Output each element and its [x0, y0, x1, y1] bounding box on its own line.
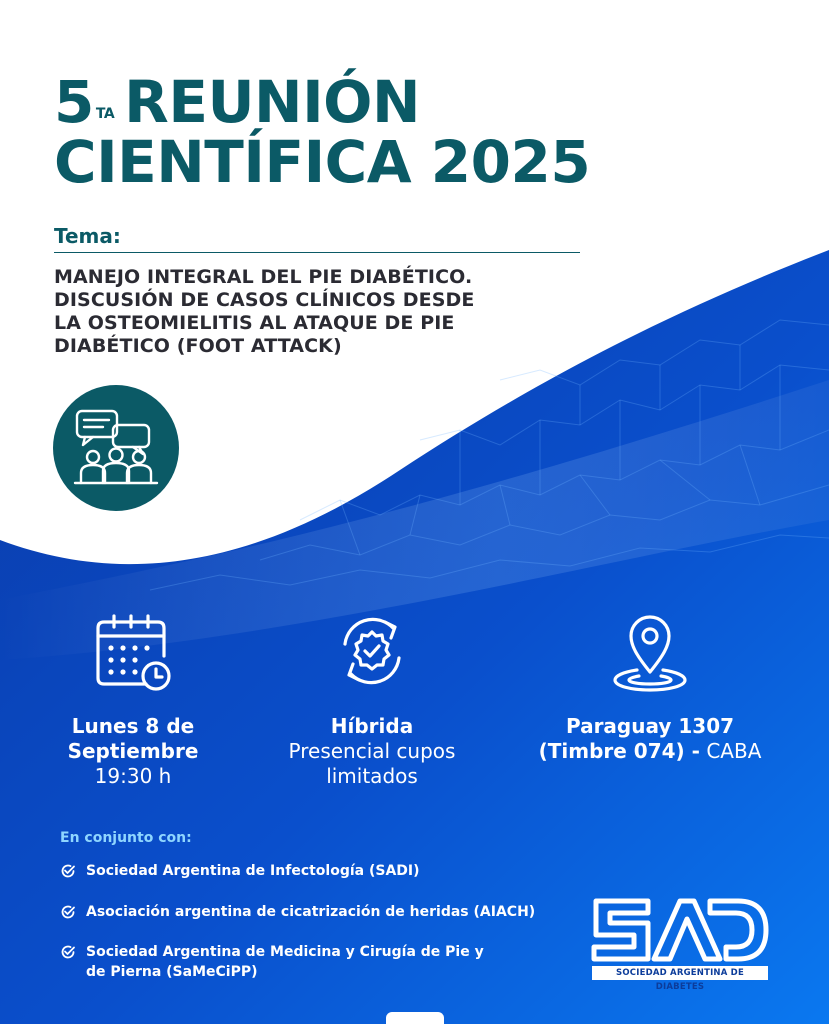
- mode-type: Híbrida: [330, 714, 414, 738]
- check-circle-icon: [60, 863, 76, 879]
- date-time: 19:30 h: [94, 764, 172, 788]
- partners-label: En conjunto con:: [60, 830, 192, 846]
- location-pin-icon: [609, 610, 691, 692]
- title-word: REUNIÓN: [124, 68, 421, 136]
- info-mode: [262, 610, 482, 789]
- bottom-tab: [386, 1012, 444, 1024]
- partner-item: [60, 861, 540, 881]
- date-day: Lunes 8 de: [71, 714, 195, 738]
- partner-name: Sociedad Argentina de Infectología (SADI): [86, 863, 420, 879]
- info-date: [48, 610, 218, 789]
- partner-item: [60, 942, 500, 982]
- tema-line: LA OSTEOMIELITIS AL ATAQUE DE PIE: [54, 312, 455, 334]
- partner-name: Asociación argentina de cicatrización de heridas (AIACH): [86, 904, 536, 920]
- mode-detail-2: limitados: [326, 764, 418, 788]
- partner-name: Sociedad Argentina de Medicina y Cirugía de Pie y de Pierna (SaMeCiPP): [86, 944, 484, 980]
- sad-logo-caption: SOCIEDAD ARGENTINA DE DIABETES: [592, 966, 768, 980]
- check-circle-icon: [60, 944, 76, 960]
- calendar-clock-icon: [92, 610, 174, 692]
- tema-line: DIABÉTICO (FOOT ATTACK): [54, 335, 342, 357]
- partner-item: [60, 902, 540, 922]
- title-number: 5: [54, 68, 94, 136]
- title-line-1: [54, 70, 420, 134]
- title-line-2: CIENTÍFICA 2025: [54, 128, 591, 196]
- tema-divider: [54, 252, 580, 253]
- info-location: [510, 610, 790, 764]
- mode-detail-1: Presencial cupos: [288, 739, 456, 763]
- location-street: Paraguay 1307: [565, 714, 735, 738]
- tema-text: [54, 266, 614, 358]
- tema-line: DISCUSIÓN DE CASOS CLÍNICOS DESDE: [54, 289, 475, 311]
- tema-label: Tema:: [54, 224, 121, 248]
- title-superscript: TA: [95, 106, 115, 122]
- location-city: CABA: [699, 739, 762, 763]
- meeting-discussion-icon: [53, 385, 179, 511]
- tema-line: MANEJO INTEGRAL DEL PIE DIABÉTICO.: [54, 266, 473, 288]
- location-doorbell: (Timbre 074) -: [538, 739, 700, 763]
- date-month: Septiembre: [67, 739, 199, 763]
- hybrid-cycle-icon: [331, 610, 413, 692]
- check-circle-icon: [60, 904, 76, 920]
- location-detail: [510, 739, 790, 764]
